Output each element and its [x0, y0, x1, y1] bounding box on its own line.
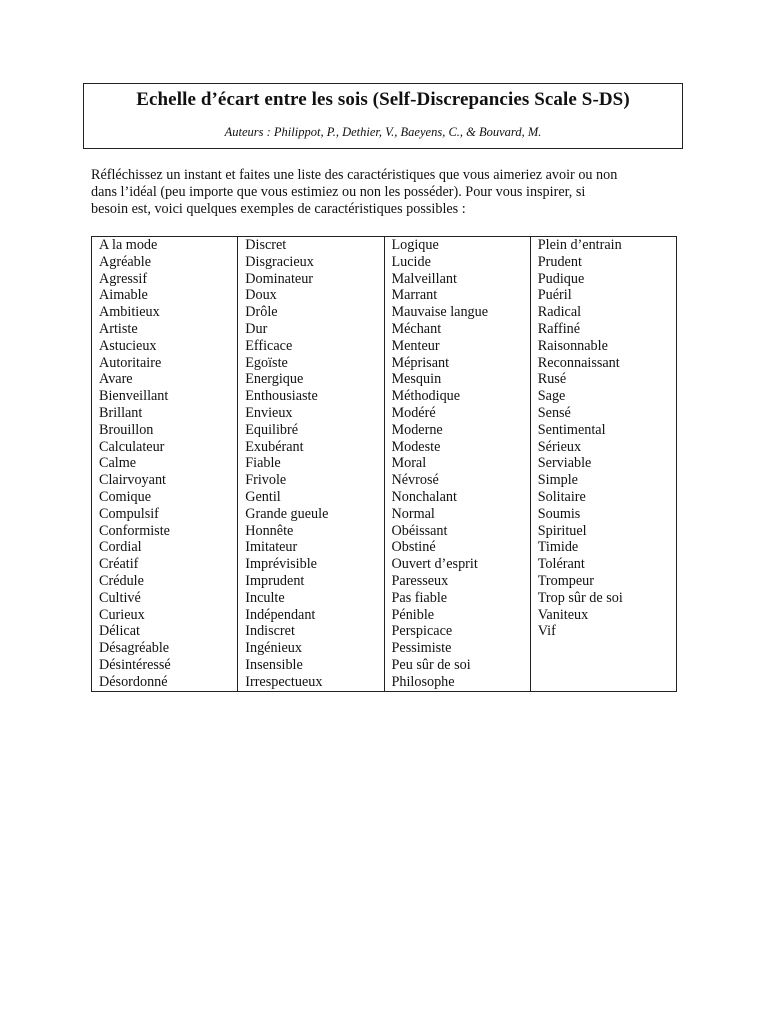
characteristic-item: Indépendant [245, 606, 316, 623]
word-column-3 [384, 237, 530, 692]
characteristic-item: Paresseux [391, 572, 449, 589]
characteristic-item: Sensé [537, 404, 571, 421]
characteristic-item: Clairvoyant [99, 472, 166, 489]
characteristic-item: Agressif [99, 270, 148, 287]
instructions-line: besoin est, voici quelques exemples de caractéristiques possibles : [91, 201, 466, 218]
characteristic-item: Modéré [391, 404, 436, 421]
characteristic-item: Brillant [99, 404, 143, 421]
characteristic-item: Insensible [245, 656, 303, 673]
characteristic-item: Timide [537, 539, 579, 556]
characteristic-item: Trompeur [537, 572, 594, 589]
characteristic-item: Astucieux [99, 337, 157, 354]
characteristic-item: Délicat [99, 623, 140, 640]
authors-line: Auteurs : Philippot, P., Dethier, V., Baeyens, C., & Bouvard, M. [224, 125, 542, 139]
characteristic-item: Discret [245, 237, 287, 253]
characteristic-item: Imprévisible [245, 556, 317, 573]
characteristic-item: Disgracieux [245, 253, 314, 270]
characteristic-item: Curieux [99, 606, 145, 623]
characteristic-item: Dur [245, 320, 268, 337]
characteristic-item: Vaniteux [537, 606, 589, 623]
characteristic-item: Indiscret [245, 623, 295, 640]
characteristic-item: Egoïste [245, 354, 288, 371]
characteristic-item: Equilibré [245, 421, 299, 438]
characteristic-item: Pénible [391, 606, 435, 623]
characteristic-item: Fiable [245, 455, 281, 472]
characteristic-item: Vif [537, 623, 556, 640]
characteristic-item: Cordial [99, 539, 142, 556]
characteristic-item: Philosophe [391, 673, 455, 690]
characteristic-item: Désagréable [99, 640, 170, 657]
page-title: Echelle d’écart entre les sois (Self-Discrepancies Scale S-DS) [136, 89, 630, 110]
characteristic-item: Nonchalant [391, 488, 457, 505]
characteristic-item: Energique [245, 371, 304, 388]
word-column-2 [238, 237, 384, 692]
characteristic-item: Solitaire [537, 488, 586, 505]
characteristic-item: A la mode [99, 237, 158, 253]
characteristic-item: Artiste [99, 320, 138, 337]
characteristic-item: Méprisant [391, 354, 450, 371]
characteristic-item: Dominateur [245, 270, 314, 287]
characteristic-item: Calculateur [99, 438, 165, 455]
characteristic-item: Névrosé [391, 472, 439, 489]
characteristic-item: Normal [391, 505, 435, 522]
characteristic-item: Soumis [537, 505, 581, 522]
characteristic-item: Bienveillant [99, 388, 169, 405]
characteristic-item: Sérieux [537, 438, 582, 455]
characteristic-item: Ouvert d’esprit [391, 556, 478, 573]
characteristic-item: Spirituel [537, 522, 587, 539]
characteristic-item: Exubérant [245, 438, 304, 455]
instructions-line: Réfléchissez un instant et faites une liste des caractéristiques que vous aimeriez avoir ou non [91, 167, 618, 183]
characteristic-item: Ingénieux [245, 640, 302, 657]
characteristic-item: Aimable [99, 287, 148, 304]
characteristic-item: Conformiste [99, 522, 170, 539]
characteristic-item: Enthousiaste [245, 388, 318, 405]
title-box [83, 83, 683, 149]
characteristic-item: Drôle [245, 304, 278, 321]
characteristic-item: Raffiné [537, 320, 581, 337]
characteristic-item: Mauvaise langue [391, 304, 489, 321]
characteristic-item: Compulsif [99, 505, 159, 522]
characteristic-item: Obéissant [391, 522, 448, 539]
characteristic-item: Serviable [537, 455, 592, 472]
characteristic-item: Calme [99, 455, 137, 472]
characteristic-item: Moral [391, 455, 427, 472]
characteristic-item: Rusé [537, 371, 567, 388]
characteristic-item: Radical [537, 304, 582, 321]
characteristic-item: Cultivé [99, 589, 141, 606]
instructions-line: dans l’idéal (peu importe que vous estimiez ou non les posséder). Pour vous inspirer, si [91, 184, 586, 201]
characteristic-item: Modeste [391, 438, 441, 455]
characteristic-item: Peu sûr de soi [391, 656, 471, 673]
characteristic-item: Doux [245, 287, 277, 304]
characteristic-item: Marrant [391, 287, 438, 304]
characteristic-item: Pudique [537, 270, 585, 287]
characteristic-item: Avare [99, 371, 133, 388]
characteristic-item: Lucide [391, 253, 431, 270]
characteristic-item: Irrespectueux [245, 673, 323, 690]
word-column-1 [92, 237, 238, 692]
characteristic-item: Gentil [245, 488, 281, 505]
characteristic-item: Prudent [537, 253, 582, 270]
characteristic-item: Imprudent [245, 572, 305, 589]
characteristic-item: Puéril [537, 287, 572, 304]
characteristics-table [91, 236, 677, 692]
characteristic-item: Méthodique [391, 388, 461, 405]
characteristic-item: Comique [99, 488, 152, 505]
characteristic-item: Simple [537, 472, 578, 489]
characteristic-item: Tolérant [537, 556, 585, 573]
characteristic-item: Pessimiste [391, 640, 452, 657]
characteristic-item: Raisonnable [537, 337, 608, 354]
characteristic-item: Sentimental [537, 421, 606, 438]
characteristic-item: Perspicace [391, 623, 453, 640]
characteristic-item: Désintéressé [99, 656, 171, 673]
table-row [92, 237, 677, 692]
characteristic-item: Créatif [99, 556, 139, 573]
characteristic-item: Désordonné [99, 673, 168, 690]
characteristic-item: Mesquin [391, 371, 442, 388]
characteristic-item: Inculte [245, 589, 285, 606]
characteristic-item: Menteur [391, 337, 440, 354]
characteristic-item: Envieux [245, 404, 293, 421]
characteristic-item: Logique [391, 237, 439, 253]
characteristic-item: Honnête [245, 522, 294, 539]
characteristic-item: Moderne [391, 421, 443, 438]
characteristic-item: Imitateur [245, 539, 298, 556]
characteristic-item: Autoritaire [99, 354, 162, 371]
characteristic-item: Plein d’entrain [537, 237, 622, 253]
characteristic-item: Reconnaissant [537, 354, 620, 371]
characteristic-item: Trop sûr de soi [537, 589, 623, 606]
characteristic-item: Crédule [99, 572, 144, 589]
characteristic-item: Frivole [245, 472, 287, 489]
characteristic-item: Efficace [245, 337, 293, 354]
characteristic-item: Pas fiable [391, 589, 448, 606]
characteristic-item: Ambitieux [99, 304, 160, 321]
instructions-paragraph [91, 167, 691, 219]
characteristic-item: Grande gueule [245, 505, 329, 522]
characteristic-item: Malveillant [391, 270, 457, 287]
characteristic-item: Sage [537, 388, 566, 405]
word-column-4 [530, 237, 676, 692]
characteristic-item: Brouillon [99, 421, 154, 438]
characteristic-item: Obstiné [391, 539, 436, 556]
characteristic-item: Agréable [99, 253, 151, 270]
characteristic-item: Méchant [391, 320, 442, 337]
